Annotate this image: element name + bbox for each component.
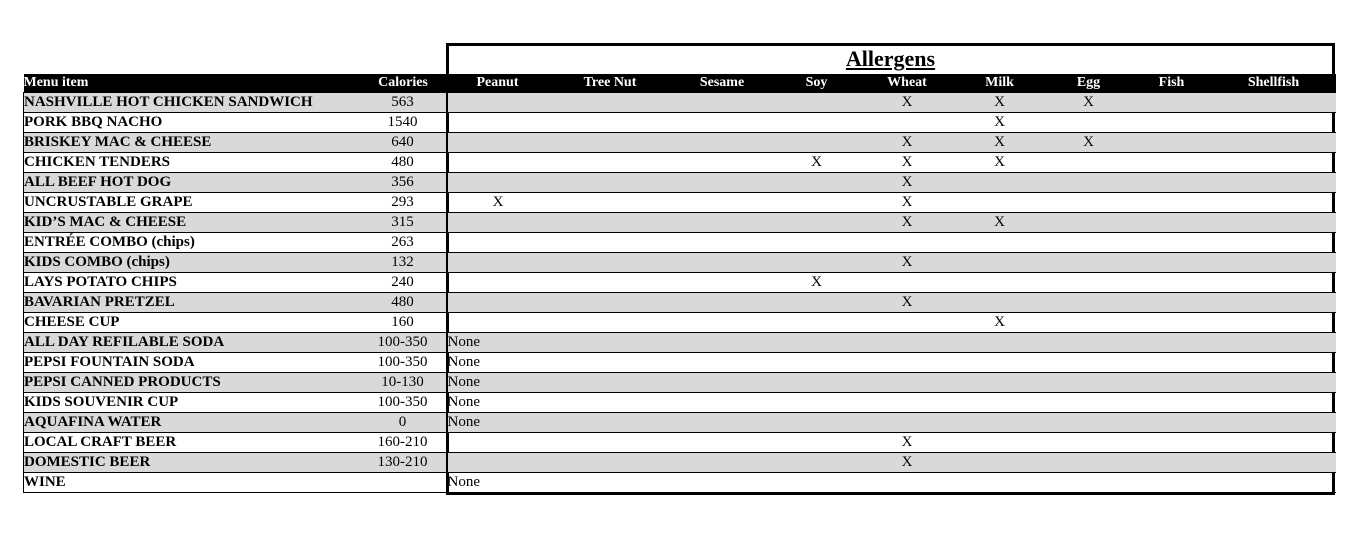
allergen-mark-soy — [773, 173, 861, 193]
table-row — [24, 413, 1336, 433]
allergen-mark-wheat — [861, 273, 954, 293]
allergen-mark-wheat — [861, 313, 954, 333]
allergen-mark-wheat: X — [861, 193, 954, 213]
allergen-mark-sesame — [672, 253, 773, 273]
allergen-mark-soy — [773, 133, 861, 153]
allergen-mark-sesame — [672, 293, 773, 313]
allergen-mark-shellfish — [1212, 433, 1336, 453]
header-allergen-soy: Soy — [773, 74, 861, 93]
allergen-mark-peanut — [447, 153, 549, 173]
calories-value: 563 — [360, 93, 447, 113]
table-row — [24, 473, 1336, 493]
allergen-mark-fish — [1132, 153, 1212, 173]
allergen-mark-shellfish — [1212, 233, 1336, 253]
menu-item-name: CHICKEN TENDERS — [24, 153, 360, 173]
allergen-mark-milk: X — [954, 93, 1046, 113]
allergen-mark-peanut: X — [447, 193, 549, 213]
menu-item-name: PEPSI FOUNTAIN SODA — [24, 353, 360, 373]
allergen-mark-fish — [1132, 173, 1212, 193]
allergen-mark-wheat: X — [861, 433, 954, 453]
calories-value: 0 — [360, 413, 447, 433]
table-row — [24, 133, 1336, 153]
calories-value: 240 — [360, 273, 447, 293]
allergen-mark-sesame — [672, 173, 773, 193]
allergen-mark-milk — [954, 193, 1046, 213]
allergen-mark-milk: X — [954, 313, 1046, 333]
allergen-mark-soy — [773, 233, 861, 253]
allergen-mark-soy — [773, 193, 861, 213]
table-row — [24, 433, 1336, 453]
allergen-mark-wheat — [861, 233, 954, 253]
table-row — [24, 373, 1336, 393]
allergen-mark-peanut — [447, 133, 549, 153]
allergen-mark-shellfish — [1212, 113, 1336, 133]
allergen-mark-tree-nut — [549, 193, 672, 213]
allergen-mark-shellfish — [1212, 133, 1336, 153]
allergen-mark-egg — [1046, 253, 1132, 273]
allergen-mark-peanut — [447, 313, 549, 333]
calories-value: 1540 — [360, 113, 447, 133]
allergen-mark-tree-nut — [549, 453, 672, 473]
allergen-mark-fish — [1132, 133, 1212, 153]
allergen-mark-sesame — [672, 233, 773, 253]
allergen-mark-peanut — [447, 453, 549, 473]
allergen-title — [449, 46, 1332, 72]
header-allergen-wheat: Wheat — [861, 74, 954, 93]
menu-item-name: ALL DAY REFILABLE SODA — [24, 333, 360, 353]
table-row — [24, 353, 1336, 373]
calories-value: 480 — [360, 153, 447, 173]
allergen-mark-tree-nut — [549, 113, 672, 133]
menu-item-name: ENTRÉE COMBO (chips) — [24, 233, 360, 253]
allergen-mark-fish — [1132, 313, 1212, 333]
allergen-mark-egg: X — [1046, 133, 1132, 153]
table-row — [24, 253, 1336, 273]
table-row — [24, 173, 1336, 193]
allergen-mark-wheat: X — [861, 133, 954, 153]
header-menu-item: Menu item — [24, 74, 360, 93]
allergen-mark-egg: X — [1046, 93, 1132, 113]
menu-item-name: UNCRUSTABLE GRAPE — [24, 193, 360, 213]
allergen-mark-soy — [773, 433, 861, 453]
allergen-mark-sesame — [672, 433, 773, 453]
allergen-mark-peanut — [447, 433, 549, 453]
allergen-mark-shellfish — [1212, 453, 1336, 473]
header-allergen-tree-nut: Tree Nut — [549, 74, 672, 93]
menu-allergen-table — [23, 74, 1336, 493]
no-allergens-note: None — [447, 333, 1336, 353]
allergen-mark-milk: X — [954, 113, 1046, 133]
allergen-mark-wheat: X — [861, 253, 954, 273]
table-row — [24, 113, 1336, 133]
allergen-mark-egg — [1046, 153, 1132, 173]
allergen-mark-tree-nut — [549, 273, 672, 293]
no-allergens-note: None — [447, 393, 1336, 413]
calories-value: 293 — [360, 193, 447, 213]
table-row — [24, 313, 1336, 333]
allergen-mark-fish — [1132, 273, 1212, 293]
allergen-mark-shellfish — [1212, 313, 1336, 333]
table-row — [24, 273, 1336, 293]
menu-item-name: KID’S MAC & CHEESE — [24, 213, 360, 233]
allergen-mark-milk: X — [954, 153, 1046, 173]
allergen-mark-egg — [1046, 113, 1132, 133]
allergen-mark-milk — [954, 293, 1046, 313]
allergen-mark-egg — [1046, 173, 1132, 193]
allergen-mark-peanut — [447, 273, 549, 293]
allergen-mark-soy — [773, 113, 861, 133]
allergen-mark-milk: X — [954, 133, 1046, 153]
allergen-mark-sesame — [672, 153, 773, 173]
calories-value: 480 — [360, 293, 447, 313]
allergen-mark-egg — [1046, 433, 1132, 453]
allergen-mark-tree-nut — [549, 153, 672, 173]
no-allergens-note: None — [447, 353, 1336, 373]
table-body — [24, 93, 1336, 493]
table-row — [24, 233, 1336, 253]
allergen-mark-sesame — [672, 133, 773, 153]
allergen-mark-wheat: X — [861, 153, 954, 173]
allergen-mark-sesame — [672, 113, 773, 133]
no-allergens-note: None — [447, 473, 1336, 493]
allergen-mark-milk — [954, 253, 1046, 273]
allergen-mark-soy: X — [773, 153, 861, 173]
allergen-mark-sesame — [672, 193, 773, 213]
allergen-mark-tree-nut — [549, 213, 672, 233]
allergen-mark-soy: X — [773, 273, 861, 293]
menu-item-name: PORK BBQ NACHO — [24, 113, 360, 133]
calories-value: 100-350 — [360, 353, 447, 373]
allergen-mark-fish — [1132, 213, 1212, 233]
allergen-mark-fish — [1132, 193, 1212, 213]
table-row — [24, 333, 1336, 353]
table-row — [24, 193, 1336, 213]
table-row — [24, 453, 1336, 473]
allergen-mark-shellfish — [1212, 273, 1336, 293]
allergen-mark-egg — [1046, 213, 1132, 233]
allergen-mark-tree-nut — [549, 173, 672, 193]
allergen-mark-wheat: X — [861, 453, 954, 473]
allergen-mark-fish — [1132, 113, 1212, 133]
table-row — [24, 393, 1336, 413]
allergen-mark-wheat: X — [861, 93, 954, 113]
calories-value — [360, 473, 447, 493]
table-row — [24, 293, 1336, 313]
header-allergen-egg: Egg — [1046, 74, 1132, 93]
calories-value: 132 — [360, 253, 447, 273]
allergen-mark-peanut — [447, 93, 549, 113]
allergen-mark-tree-nut — [549, 93, 672, 113]
header-allergen-peanut: Peanut — [447, 74, 549, 93]
allergen-mark-egg — [1046, 313, 1132, 333]
allergen-mark-egg — [1046, 293, 1132, 313]
allergen-mark-sesame — [672, 313, 773, 333]
header-allergen-fish: Fish — [1132, 74, 1212, 93]
allergen-mark-fish — [1132, 453, 1212, 473]
header-allergen-sesame: Sesame — [672, 74, 773, 93]
allergen-mark-shellfish — [1212, 213, 1336, 233]
allergen-mark-sesame — [672, 273, 773, 293]
menu-item-name: CHEESE CUP — [24, 313, 360, 333]
allergen-mark-fish — [1132, 93, 1212, 113]
allergen-mark-shellfish — [1212, 293, 1336, 313]
allergen-mark-soy — [773, 453, 861, 473]
allergen-mark-fish — [1132, 253, 1212, 273]
allergen-mark-milk — [954, 233, 1046, 253]
menu-item-name: WINE — [24, 473, 360, 493]
allergen-mark-milk — [954, 273, 1046, 293]
allergen-mark-peanut — [447, 293, 549, 313]
menu-item-name: NASHVILLE HOT CHICKEN SANDWICH — [24, 93, 360, 113]
allergen-mark-shellfish — [1212, 253, 1336, 273]
allergen-mark-shellfish — [1212, 93, 1336, 113]
allergen-mark-egg — [1046, 453, 1132, 473]
allergen-mark-milk — [954, 433, 1046, 453]
menu-item-name: KIDS SOUVENIR CUP — [24, 393, 360, 413]
menu-item-name: PEPSI CANNED PRODUCTS — [24, 373, 360, 393]
allergen-mark-milk — [954, 453, 1046, 473]
calories-value: 160-210 — [360, 433, 447, 453]
allergen-mark-wheat — [861, 113, 954, 133]
allergen-mark-tree-nut — [549, 253, 672, 273]
allergen-mark-soy — [773, 293, 861, 313]
allergen-mark-soy — [773, 93, 861, 113]
menu-item-name: KIDS COMBO (chips) — [24, 253, 360, 273]
calories-value: 100-350 — [360, 333, 447, 353]
allergen-mark-egg — [1046, 193, 1132, 213]
allergen-mark-peanut — [447, 233, 549, 253]
allergen-mark-tree-nut — [549, 313, 672, 333]
allergen-mark-egg — [1046, 233, 1132, 253]
calories-value: 10-130 — [360, 373, 447, 393]
allergen-mark-soy — [773, 213, 861, 233]
allergen-mark-milk — [954, 173, 1046, 193]
menu-item-name: BRISKEY MAC & CHEESE — [24, 133, 360, 153]
allergen-mark-peanut — [447, 113, 549, 133]
allergen-mark-shellfish — [1212, 193, 1336, 213]
header-allergen-milk: Milk — [954, 74, 1046, 93]
allergen-mark-soy — [773, 253, 861, 273]
header-calories: Calories — [360, 74, 447, 93]
table-row — [24, 93, 1336, 113]
menu-item-name: LOCAL CRAFT BEER — [24, 433, 360, 453]
allergen-mark-tree-nut — [549, 433, 672, 453]
allergen-mark-fish — [1132, 433, 1212, 453]
allergen-mark-peanut — [447, 173, 549, 193]
header-allergen-shellfish: Shellfish — [1212, 74, 1336, 93]
allergen-mark-soy — [773, 313, 861, 333]
menu-item-name: AQUAFINA WATER — [24, 413, 360, 433]
calories-value: 130-210 — [360, 453, 447, 473]
allergen-mark-peanut — [447, 253, 549, 273]
allergen-mark-egg — [1046, 273, 1132, 293]
menu-item-name: ALL BEEF HOT DOG — [24, 173, 360, 193]
calories-value: 263 — [360, 233, 447, 253]
allergen-mark-tree-nut — [549, 233, 672, 253]
allergen-mark-fish — [1132, 293, 1212, 313]
allergen-mark-sesame — [672, 93, 773, 113]
allergen-mark-shellfish — [1212, 173, 1336, 193]
calories-value: 160 — [360, 313, 447, 333]
allergen-mark-sesame — [672, 213, 773, 233]
allergen-mark-tree-nut — [549, 293, 672, 313]
no-allergens-note: None — [447, 413, 1336, 433]
calories-value: 315 — [360, 213, 447, 233]
table-row — [24, 153, 1336, 173]
allergen-mark-peanut — [447, 213, 549, 233]
table-row — [24, 213, 1336, 233]
menu-item-name: DOMESTIC BEER — [24, 453, 360, 473]
calories-value: 356 — [360, 173, 447, 193]
allergen-mark-wheat: X — [861, 293, 954, 313]
allergen-mark-tree-nut — [549, 133, 672, 153]
menu-item-name: LAYS POTATO CHIPS — [24, 273, 360, 293]
allergen-title-text: Allergens — [845, 46, 936, 71]
calories-value: 640 — [360, 133, 447, 153]
menu-item-name: BAVARIAN PRETZEL — [24, 293, 360, 313]
calories-value: 100-350 — [360, 393, 447, 413]
header-row — [24, 74, 1336, 93]
no-allergens-note: None — [447, 373, 1336, 393]
allergen-mark-wheat: X — [861, 213, 954, 233]
allergen-mark-shellfish — [1212, 153, 1336, 173]
allergen-mark-wheat: X — [861, 173, 954, 193]
allergen-mark-sesame — [672, 453, 773, 473]
allergen-mark-milk: X — [954, 213, 1046, 233]
allergen-mark-fish — [1132, 233, 1212, 253]
